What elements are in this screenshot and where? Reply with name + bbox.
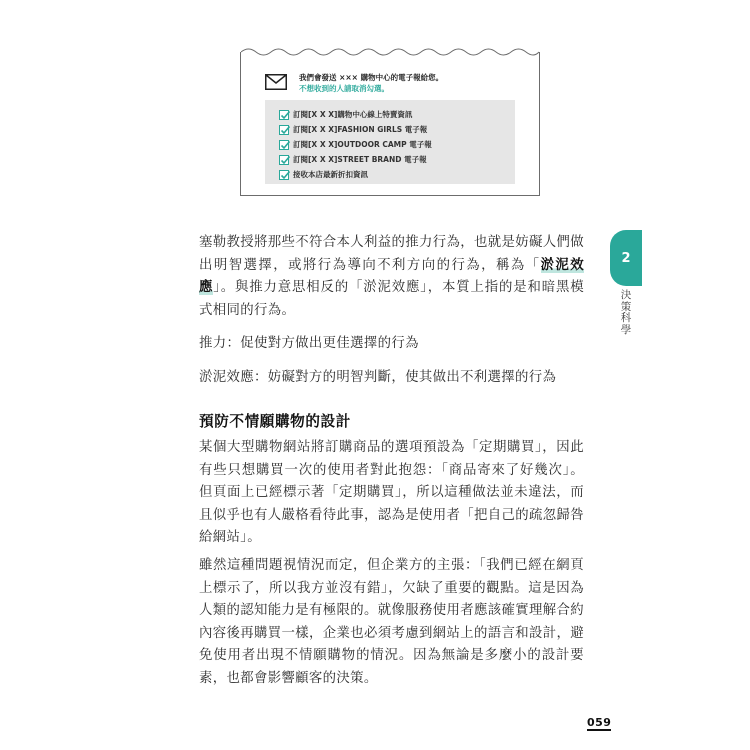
paragraph-text: 」。與推力意思相反的「淤泥效應」，本質上指的是和暗黑模式相同的行為。 (199, 280, 584, 318)
option-label: 訂閱[X X X]OUTDOOR CAMP 電子報 (293, 140, 432, 149)
chapter-number: 2 (621, 250, 631, 266)
email-illustration (240, 52, 540, 196)
chapter-tab (610, 230, 642, 286)
subscription-option[interactable] (279, 123, 427, 136)
definition-nudge: 推力：促使對方做出更佳選擇的行為 (199, 336, 419, 351)
checkbox-checked-icon[interactable] (279, 155, 289, 165)
subscription-options-panel (265, 100, 515, 184)
opt-out-note: 不想收到的人請取消勾選。 (299, 84, 389, 93)
section-heading: 預防不情願購物的設計 (199, 413, 351, 430)
page-number: 059 (587, 716, 612, 729)
checkbox-checked-icon[interactable] (279, 140, 289, 150)
torn-edge-wave (241, 46, 539, 58)
key-term-highlight: 淤泥效應 (199, 257, 584, 296)
checkbox-checked-icon[interactable] (279, 110, 289, 120)
option-label: 訂閱[X X X]購物中心線上特賣資訊 (293, 110, 413, 119)
subscription-option[interactable] (279, 153, 427, 166)
paragraph-text: 塞勒教授將那些不符合本人利益的推力行為，也就是妨礙人們做出明智選擇，或將行為導向不利方向的行為，稱為「 (199, 235, 584, 273)
paragraph-sludge-intro (199, 232, 584, 322)
subscription-option[interactable] (279, 108, 412, 121)
subscription-option[interactable] (279, 138, 432, 151)
envelope-icon (265, 74, 287, 90)
option-label: 訂閱[X X X]FASHION GIRLS 電子報 (293, 125, 428, 134)
option-label: 訂閱[X X X]STREET BRAND 電子報 (293, 155, 427, 164)
subscription-option[interactable] (279, 168, 368, 181)
checkbox-checked-icon[interactable] (279, 170, 289, 180)
paragraph-company-claim: 雖然這種問題視情況而定，但企業方的主張：「我們已經在網頁上標示了，所以我方並沒有錯」，欠缺了重要的觀點。這是因為人類的認知能力是有極限的。就像服務使用者應該確實理解合約內容後再購買一樣，企業也必須考慮到網站上的語言和設計，避免使用者出現不情願購物的情況。因為無論是多麼小的設計要素，也都會影響顧客的決策。 (199, 558, 584, 686)
checkbox-checked-icon[interactable] (279, 125, 289, 135)
option-label: 接收本店最新折扣資訊 (293, 170, 368, 179)
paragraph-subscription-case: 某個大型購物網站將訂購商品的選項預設為「定期購買」，因此有些只想購買一次的使用者對此抱怨：「商品寄來了好幾次」。但頁面上已經標示著「定期購買」，所以這種做法並未違法，而且似乎也有人嚴格看待此事，認為是使用者「把自己的疏忽歸咎給網站」。 (199, 440, 584, 546)
definition-sludge: 淤泥效應：妨礙對方的明智判斷，使其做出不利選擇的行為 (199, 370, 557, 385)
chapter-name: 決策科學 (620, 289, 632, 336)
email-message: 我們會發送 ××× 購物中心的電子報給您。 (299, 73, 444, 82)
